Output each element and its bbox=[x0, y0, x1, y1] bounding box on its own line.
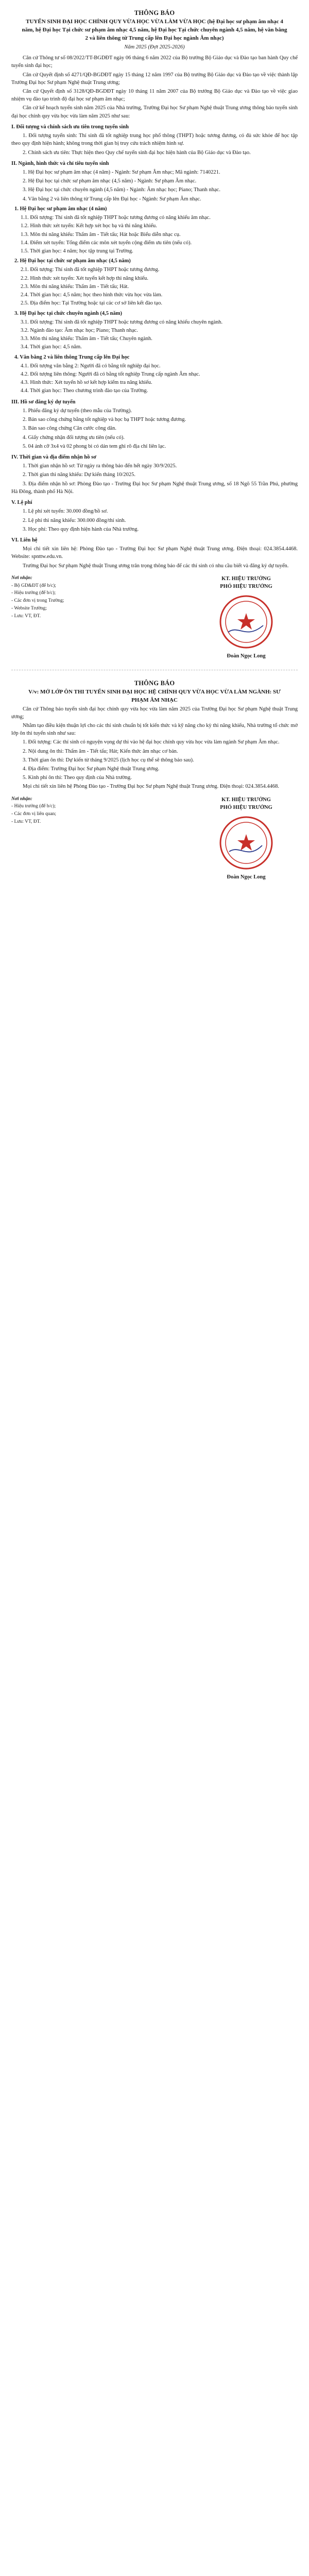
program-item: 3.3. Môn thi năng khiếu: Thẩm âm - Tiết tấu; Chuyên ngành. bbox=[21, 336, 152, 342]
body-paragraph: 4. Địa điểm: Trường Đại học Sư phạm Nghệ thuật Trung ương. bbox=[23, 766, 160, 772]
program-heading: 3. Hệ Đại học tại chức chuyên ngành (4,5 năm) bbox=[14, 310, 123, 316]
section-heading: III. Hồ sơ đăng ký dự tuyển bbox=[11, 399, 76, 405]
recipients-label: Nơi nhận: bbox=[11, 575, 32, 581]
body-paragraph: Nhằm tạo điều kiện thuận lợi cho các thí sinh chuẩn bị tốt kiến thức và kỹ năng cho kỳ thi năng khiếu, Nhà trường tổ chức mở lớp ôn thi tuyển sinh như sau: bbox=[11, 722, 298, 737]
section-paragraph: Mọi chi tiết xin liên hệ: Phòng Đào tạo - Trường Đại học Sư phạm Nghệ thuật Trung ương. Điện thoại: 024.3854.4468. Website: spnttw.edu.vn. bbox=[11, 546, 298, 560]
section-heading: IV. Thời gian và địa điểm nhận hồ sơ bbox=[11, 454, 97, 460]
program-item: 1.4. Điểm xét tuyển: Tổng điểm các môn xét tuyển cộng điểm ưu tiên (nếu có). bbox=[21, 240, 192, 246]
recipients-label-2: Nơi nhận: bbox=[11, 796, 32, 802]
section-paragraph: 1. Thời gian nhận hồ sơ: Từ ngày ra thông báo đến hết ngày 30/9/2025. bbox=[23, 463, 177, 469]
doc-title-2: THÔNG BÁO bbox=[134, 679, 175, 687]
section-paragraph: 4. Giấy chứng nhận đối tượng ưu tiên (nếu có). bbox=[23, 434, 125, 440]
recipient-item: - Các đơn vị liên quan; bbox=[11, 811, 57, 817]
signer-name: Đoàn Ngọc Long bbox=[227, 653, 266, 659]
doc-subtitle: TUYỂN SINH ĐẠI HỌC CHÍNH QUY VỪA HỌC VỪA LÀM VỪA HỌC (hệ Đại học sư phạm âm nhạc 4 năm, hệ Đại học Tại chức sư phạm âm nhạc 4,5 năm, hệ Đại học Tại chức chuyên ngành 4,5 năm, hệ văn bằng 2 và liên thông từ Trung cấp lên Đại học ngành Âm nhạc) bbox=[22, 19, 287, 41]
intro-paragraph: Căn cứ kế hoạch tuyển sinh năm 2025 của Nhà trường, Trường Đại học Sư phạm Nghệ thuật Trung ương thông báo tuyển sinh đại học chính quy vừa học vừa làm năm 2025 như sau: bbox=[11, 105, 298, 119]
body-paragraph: Mọi chi tiết xin liên hệ Phòng Đào tạo - Trường Đại học Sư phạm Nghệ thuật Trung ương. Điện thoại: 024.3854.4468. bbox=[23, 784, 280, 790]
program-heading: 4. Văn bằng 2 và liên thông Trung cấp lên Đại học bbox=[14, 354, 130, 360]
signer-role-1: KT. HIỆU TRƯỞNG bbox=[221, 575, 271, 582]
recipients-list-2 bbox=[11, 796, 125, 882]
signer-role-1-2: KT. HIỆU TRƯỞNG bbox=[221, 796, 271, 803]
section-paragraph: 1. Đối tượng tuyển sinh: Thí sinh đã tốt nghiệp trung học phổ thông (THPT) hoặc tương đương, có đủ sức khỏe để học tập theo quy định hiện hành; không trong thời gian bị truy cứu trách nhiệm hình sự. bbox=[11, 133, 298, 147]
recipient-item: - Lưu: VT, ĐT. bbox=[11, 819, 41, 824]
body-paragraph: 3. Thời gian ôn thi: Dự kiến từ tháng 9/2025 (lịch học cụ thể sẽ thông báo sau). bbox=[23, 757, 194, 763]
program-heading: 1. Hệ Đại học sư phạm âm nhạc (4 năm) bbox=[14, 206, 107, 212]
official-seal-icon bbox=[218, 594, 274, 650]
program-item: 1.1. Đối tượng: Thí sinh đã tốt nghiệp THPT hoặc tương đương có năng khiếu âm nhạc. bbox=[21, 215, 211, 221]
section-paragraph: 3. Địa điểm nhận hồ sơ: Phòng Đào tạo - Trường Đại học Sư phạm Nghệ thuật Trung ương, số 18 Ngõ 55 Trần Phú, phường Hà Đông, thành phố Hà Nội. bbox=[11, 481, 298, 495]
program-item: 1.3. Môn thi năng khiếu: Thẩm âm - Tiết tấu; Hát hoặc Biểu diễn nhạc cụ. bbox=[21, 231, 181, 238]
body-block-2 bbox=[11, 705, 298, 791]
signer-2 bbox=[195, 796, 298, 882]
section-heading: VI. Liên hệ bbox=[11, 537, 38, 543]
section-paragraph: 4. Văn bằng 2 và liên thông từ Trung cấp lên Đại học - Ngành: Sư phạm Âm nhạc. bbox=[23, 196, 201, 202]
recipient-item: - Website Trường; bbox=[11, 605, 47, 611]
program-item: 2.5. Địa điểm học: Tại Trường hoặc tại các cơ sở liên kết đào tạo. bbox=[21, 300, 162, 307]
body-paragraph: 5. Kinh phí ôn thi: Theo quy định của Nhà trường. bbox=[23, 775, 132, 781]
program-item: 2.3. Môn thi năng khiếu: Thẩm âm - Tiết tấu; Hát. bbox=[21, 283, 129, 290]
section-paragraph: 2. Thời gian thi năng khiếu: Dự kiến tháng 10/2025. bbox=[23, 472, 135, 478]
section-paragraph: 3. Học phí: Theo quy định hiện hành của Nhà trường. bbox=[23, 526, 139, 532]
section-paragraph: Trường Đại học Sư phạm Nghệ thuật Trung ương trân trọng thông báo để các thí sinh có nhu cầu biết và đăng ký dự tuyển. bbox=[23, 563, 289, 569]
signer-name-2: Đoàn Ngọc Long bbox=[227, 874, 266, 880]
signer bbox=[195, 575, 298, 660]
recipients-items bbox=[11, 583, 125, 620]
program-item: 3.2. Ngành đào tạo: Âm nhạc học; Piano; Thanh nhạc. bbox=[21, 327, 138, 333]
section-paragraph: 1. Phiếu đăng ký dự tuyển (theo mẫu của Trường). bbox=[23, 408, 132, 414]
intro-paragraph: Căn cứ Thông tư số 08/2022/TT-BGDĐT ngày 06 tháng 6 năm 2022 của Bộ trưởng Bộ Giáo dục và Đào tạo ban hành Quy chế tuyển sinh đại học; bbox=[11, 55, 298, 69]
section-heading: I. Đối tượng và chính sách ưu tiên trong tuyển sinh bbox=[11, 124, 129, 130]
program-heading: 2. Hệ Đại học tại chức sư phạm âm nhạc (4,5 năm) bbox=[14, 258, 131, 264]
section-paragraph: 2. Chính sách ưu tiên: Thực hiện theo Quy chế tuyển sinh đại học hiện hành của Bộ Giáo dục và Đào tạo. bbox=[23, 149, 251, 156]
program-item: 2.4. Thời gian học: 4,5 năm; học theo hình thức vừa học vừa làm. bbox=[21, 292, 163, 298]
program-item: 4.3. Hình thức: Xét tuyển hồ sơ kết hợp kiểm tra năng khiếu. bbox=[21, 380, 152, 386]
signer-role-2: PHÓ HIỆU TRƯỞNG bbox=[220, 584, 272, 590]
program-item: 3.4. Thời gian học: 4,5 năm. bbox=[21, 344, 82, 350]
section-paragraph: 5. 04 ảnh cỡ 3x4 và 02 phong bì có dán tem ghi rõ địa chỉ liên lạc. bbox=[23, 443, 166, 449]
intro-block bbox=[11, 54, 298, 120]
signature-block bbox=[11, 575, 298, 660]
recipient-item: - Lưu: VT, ĐT. bbox=[11, 613, 41, 619]
program-item: 4.4. Thời gian học: Theo chương trình đào tạo của Trường. bbox=[21, 388, 148, 394]
doc-subtitle-2: V/v: MỞ LỚP ÔN THI TUYỂN SINH ĐẠI HỌC HỆ CHÍNH QUY VỪA HỌC VỪA LÀM NGÀNH: SƯ PHẠM ÂM NHẠC bbox=[28, 688, 281, 703]
section-paragraph: 1. Lệ phí xét tuyển: 30.000 đồng/hồ sơ. bbox=[23, 509, 108, 515]
notice-2 bbox=[11, 679, 298, 882]
sections2-block bbox=[11, 398, 298, 570]
doc-title: THÔNG BÁO bbox=[134, 9, 175, 16]
section-heading: II. Ngành, hình thức và chỉ tiêu tuyển sinh bbox=[11, 160, 109, 166]
program-item: 1.2. Hình thức xét tuyển: Kết hợp xét học bạ và thi năng khiếu. bbox=[21, 223, 157, 229]
doc-year: Năm 2025 (Đợt 2025-2026) bbox=[124, 44, 185, 50]
sections-block bbox=[11, 123, 298, 203]
recipients-items-2 bbox=[11, 803, 125, 825]
program-item: 1.5. Thời gian học: 4 năm; học tập trung tại Trường. bbox=[21, 248, 133, 254]
intro-paragraph: Căn cứ Quyết định số 4271/QĐ-BGDĐT ngày 15 tháng 12 năm 1997 của Bộ trưởng Bộ Giáo dục và Đào tạo về việc thành lập Trường Đại học Sư phạm Nghệ thuật Trung ương; bbox=[11, 72, 298, 86]
body-paragraph: Căn cứ Thông báo tuyển sinh đại học chính quy vừa học vừa làm năm 2025 của Trường Đại học Sư phạm Nghệ thuật Trung ương; bbox=[11, 706, 298, 720]
section-paragraph: 2. Bản sao công chứng bằng tốt nghiệp và học bạ THPT hoặc tương đương. bbox=[23, 417, 186, 423]
body-paragraph: 1. Đối tượng: Các thí sinh có nguyện vọng dự thi vào hệ đại học chính quy vừa học vừa làm ngành Sư phạm Âm nhạc. bbox=[23, 739, 280, 745]
signer-role-2-2: PHÓ HIỆU TRƯỞNG bbox=[220, 804, 272, 810]
section-paragraph: 3. Hệ Đại học tại chức chuyên ngành (4,5 năm) - Ngành: Âm nhạc học; Piano; Thanh nhạc. bbox=[23, 187, 220, 193]
program-item: 4.2. Đối tượng liên thông: Người đã có bằng tốt nghiệp Trung cấp ngành Âm nhạc. bbox=[21, 371, 200, 378]
notice-1 bbox=[11, 8, 298, 660]
intro-paragraph: Căn cứ Quyết định số 3128/QĐ-BGDĐT ngày 10 tháng 11 năm 2007 của Bộ trưởng Bộ Giáo dục và Đào tạo về việc giao nhiệm vụ đào tạo trình độ đại học sư phạm âm nhạc; bbox=[11, 89, 298, 103]
program-item: 3.1. Đối tượng: Thí sinh đã tốt nghiệp THPT hoặc tương đương có năng khiếu chuyên ngành. bbox=[21, 319, 223, 325]
recipient-item: - Hiệu trưởng (để b/c); bbox=[11, 590, 56, 596]
body-paragraph: 2. Nội dung ôn thi: Thẩm âm - Tiết tấu; Hát; Kiến thức âm nhạc cơ bản. bbox=[23, 748, 178, 754]
section-paragraph: 2. Lệ phí thi năng khiếu: 300.000 đồng/thí sinh. bbox=[23, 517, 126, 523]
program-item: 2.2. Hình thức xét tuyển: Xét tuyển kết hợp thi năng khiếu. bbox=[21, 275, 149, 281]
signature-block-2 bbox=[11, 796, 298, 882]
recipients-list bbox=[11, 575, 125, 660]
program-item: 2.1. Đối tượng: Thí sinh đã tốt nghiệp THPT hoặc tương đương. bbox=[21, 267, 160, 273]
recipient-item: - Hiệu trưởng (để b/c); bbox=[11, 804, 56, 809]
programs-block bbox=[11, 205, 298, 395]
section-paragraph: 3. Bản sao công chứng Căn cước công dân. bbox=[23, 426, 116, 432]
section-paragraph: 1. Hệ Đại học sư phạm âm nhạc (4 năm) - Ngành: Sư phạm Âm nhạc; Mã ngành: 7140221. bbox=[23, 170, 220, 175]
recipient-item: - Các đơn vị trong Trường; bbox=[11, 598, 64, 604]
recipient-item: - Bộ GD&ĐT (để b/c); bbox=[11, 583, 56, 588]
section-paragraph: 2. Hệ Đại học tại chức sư phạm âm nhạc (4,5 năm) - Ngành: Sư phạm Âm nhạc. bbox=[23, 178, 197, 184]
section-heading: V. Lệ phí bbox=[11, 500, 32, 506]
official-seal-icon bbox=[218, 815, 274, 871]
program-item: 4.1. Đối tượng văn bằng 2: Người đã có bằng tốt nghiệp đại học. bbox=[21, 363, 161, 369]
